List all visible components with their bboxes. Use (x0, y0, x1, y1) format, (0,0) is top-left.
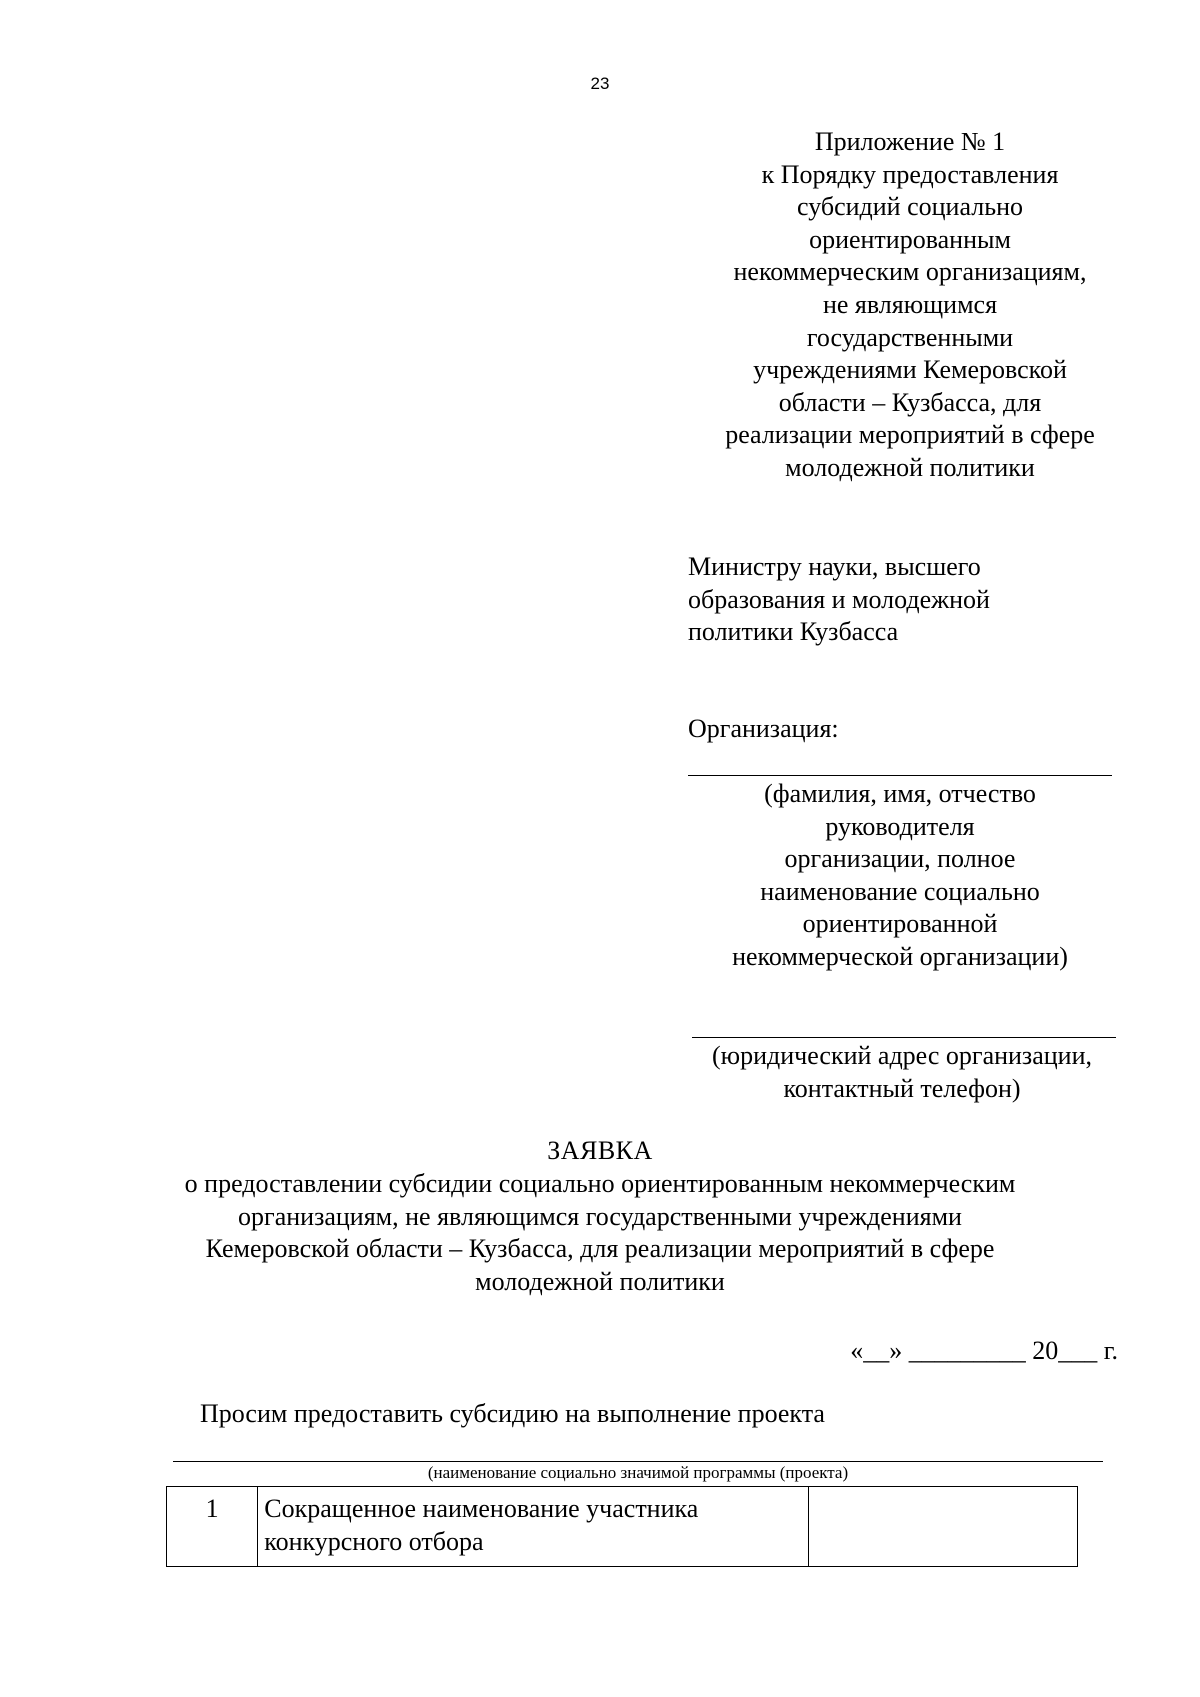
addressee-line: политики Кузбасса (688, 617, 899, 647)
project-name-hint: (наименование социально значимой программы (проекта) (427, 1463, 849, 1482)
appendix-line: области – Кузбасса, для (778, 387, 1042, 417)
subtitle-line: молодежной политики (475, 1266, 725, 1296)
appendix-header (700, 126, 1120, 485)
subtitle-line: о предоставлении субсидии социально ориентированным некоммерческим (184, 1169, 1016, 1198)
address-hint (688, 1040, 1116, 1105)
organization-fill-line[interactable] (688, 775, 1112, 776)
subtitle-line: организациям, не являющимся государственными учреждениями (238, 1201, 962, 1231)
project-name-fill-line[interactable] (173, 1461, 1103, 1462)
page-number: 23 (590, 74, 610, 93)
organization-label: Организация: (688, 714, 839, 743)
document-title: ЗАЯВКА (547, 1136, 653, 1165)
appendix-line: государственными (806, 322, 1014, 352)
row-value-cell[interactable] (808, 1487, 1077, 1567)
addressee-line: образования и молодежной (688, 584, 990, 614)
row-label-line: Сокращенное наименование участника (264, 1494, 699, 1523)
appendix-line: к Порядку предоставления (761, 159, 1059, 189)
appendix-line: учреждениями Кемеровской (753, 355, 1067, 385)
appendix-line: не являющимся (822, 289, 998, 319)
row-label (258, 1487, 809, 1567)
application-table (166, 1486, 1078, 1567)
addressee-block (688, 551, 1128, 649)
date-field[interactable]: «__» _________ 20___ г. (850, 1336, 1118, 1365)
address-hint-line: контактный телефон) (783, 1073, 1021, 1103)
appendix-line: реализации мероприятий в сфере (725, 420, 1095, 450)
organization-hint-line: руководителя (825, 811, 975, 841)
appendix-line: Приложение № 1 (814, 127, 1006, 156)
document-subtitle (150, 1168, 1050, 1298)
organization-hint-line: наименование социально (760, 876, 1040, 906)
organization-hint (688, 778, 1112, 974)
appendix-line: некоммерческим организациям, (733, 257, 1087, 287)
request-text: Просим предоставить субсидию на выполнение проекта (200, 1399, 825, 1428)
appendix-line: молодежной политики (785, 452, 1035, 482)
row-label-line: конкурсного отбора (264, 1526, 484, 1556)
address-hint-line: (юридический адрес организации, (712, 1041, 1092, 1070)
address-fill-line[interactable] (692, 1037, 1116, 1038)
table-row (167, 1487, 1078, 1567)
row-number: 1 (167, 1487, 258, 1567)
addressee-line: Министру науки, высшего (688, 552, 981, 581)
appendix-line: субсидий социально (797, 192, 1023, 222)
organization-hint-line: организации, полное (784, 844, 1016, 874)
appendix-line: ориентированным (809, 224, 1011, 254)
subtitle-line: Кемеровской области – Кузбасса, для реализации мероприятий в сфере (205, 1234, 995, 1264)
organization-hint-line: (фамилия, имя, отчество (764, 779, 1036, 808)
organization-hint-line: ориентированной (802, 909, 998, 939)
organization-hint-line: некоммерческой организации) (732, 941, 1068, 971)
